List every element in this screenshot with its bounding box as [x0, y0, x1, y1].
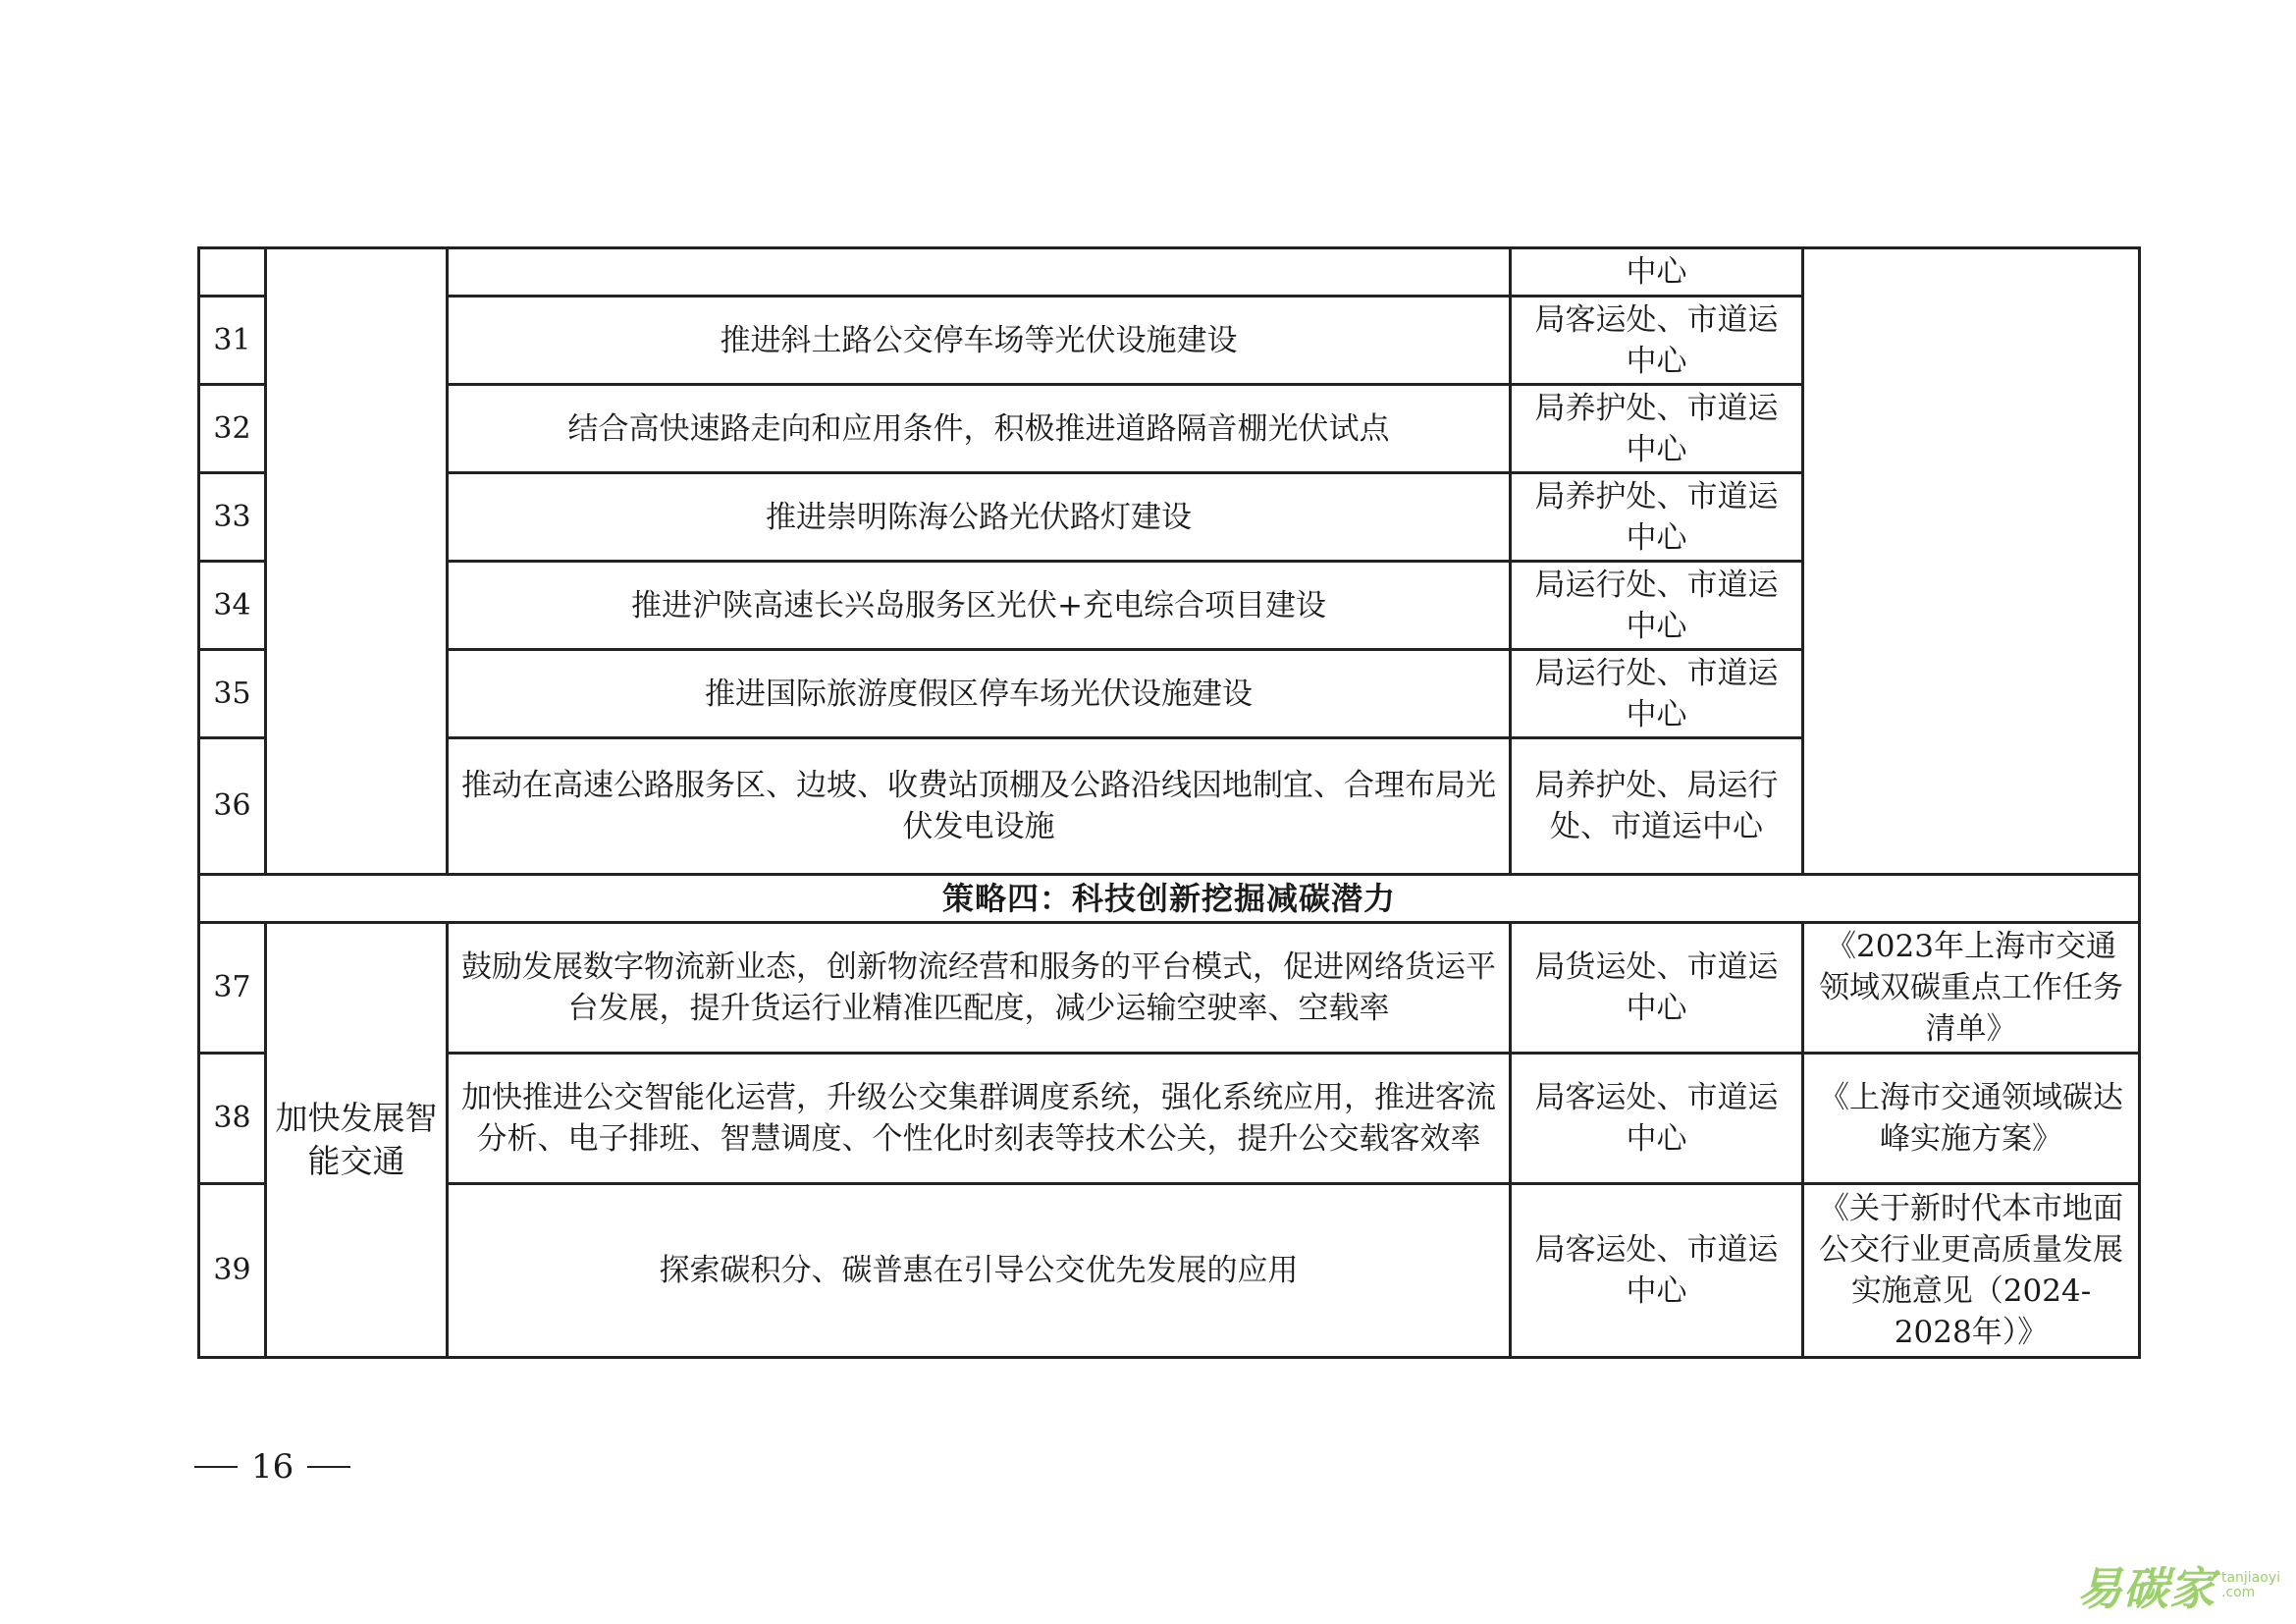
table-row: [199, 923, 2140, 1054]
cell-no: 38: [199, 1054, 266, 1184]
cell-measure: 推进崇明陈海公路光伏路灯建设: [448, 473, 1511, 562]
cell-basis-a: [1803, 248, 2140, 875]
cell-no: 35: [199, 650, 266, 738]
cell-no: [199, 248, 266, 297]
cell-no: 36: [199, 738, 266, 875]
table-row: [199, 1184, 2140, 1358]
cell-no: 32: [199, 385, 266, 473]
cell-dept: 局客运处、市道运中心: [1511, 297, 1803, 385]
table-row-continuation: [199, 248, 2140, 297]
cell-no: 31: [199, 297, 266, 385]
cell-measure: [448, 248, 1511, 297]
cell-dept: 中心: [1511, 248, 1803, 297]
cell-measure: 推进国际旅游度假区停车场光伏设施建设: [448, 650, 1511, 738]
cell-dept: 局运行处、市道运中心: [1511, 562, 1803, 650]
cell-dept: 局运行处、市道运中心: [1511, 650, 1803, 738]
strategy-header-row: [199, 875, 2140, 923]
footer-dash-left: [194, 1466, 238, 1468]
page-footer: [194, 1447, 350, 1487]
cell-dept: 局养护处、局运行处、市道运中心: [1511, 738, 1803, 875]
footer-dash-right: [307, 1466, 350, 1468]
cell-category: 加快发展智能交通: [266, 923, 448, 1358]
cell-dept: 局货运处、市道运中心: [1511, 923, 1803, 1054]
cell-dept: 局养护处、市道运中心: [1511, 473, 1803, 562]
policy-table: [197, 246, 2141, 1359]
watermark-site: tanjiaoyi .com: [2220, 1570, 2280, 1600]
cell-basis: 《2023年上海市交通领域双碳重点工作任务清单》: [1803, 923, 2140, 1054]
cell-dept: 局养护处、市道运中心: [1511, 385, 1803, 473]
cell-measure: 结合高快速路走向和应用条件，积极推进道路隔音棚光伏试点: [448, 385, 1511, 473]
cell-measure: 推进沪陕高速长兴岛服务区光伏+充电综合项目建设: [448, 562, 1511, 650]
watermark-logo: 易碳家: [2076, 1562, 2216, 1615]
cell-basis: 《上海市交通领域碳达峰实施方案》: [1803, 1054, 2140, 1184]
cell-no: 37: [199, 923, 266, 1054]
cell-no: 34: [199, 562, 266, 650]
cell-no: 33: [199, 473, 266, 562]
cell-measure: 推动在高速公路服务区、边坡、收费站顶棚及公路沿线因地制宜、合理布局光伏发电设施: [448, 738, 1511, 875]
cell-dept: 局客运处、市道运中心: [1511, 1184, 1803, 1358]
watermark: [2077, 1553, 2280, 1618]
strategy-heading: 策略四：科技创新挖掘减碳潜力: [199, 875, 2140, 923]
cell-measure: 推进斜土路公交停车场等光伏设施建设: [448, 297, 1511, 385]
cell-dept: 局客运处、市道运中心: [1511, 1054, 1803, 1184]
table-row: [199, 1054, 2140, 1184]
page-number: 16: [251, 1447, 294, 1487]
cell-measure: 加快推进公交智能化运营，升级公交集群调度系统，强化系统应用，推进客流分析、电子排班、智慧调度、个性化时刻表等技术公关，提升公交载客效率: [448, 1054, 1511, 1184]
cell-basis: 《关于新时代本市地面公交行业更高质量发展实施意见（2024-2028年）》: [1803, 1184, 2140, 1358]
cell-measure: 鼓励发展数字物流新业态，创新物流经营和服务的平台模式，促进网络货运平台发展，提升货运行业精准匹配度，减少运输空驶率、空载率: [448, 923, 1511, 1054]
cell-measure: 探索碳积分、碳普惠在引导公交优先发展的应用: [448, 1184, 1511, 1358]
cell-no: 39: [199, 1184, 266, 1358]
cell-category-a: [266, 248, 448, 875]
